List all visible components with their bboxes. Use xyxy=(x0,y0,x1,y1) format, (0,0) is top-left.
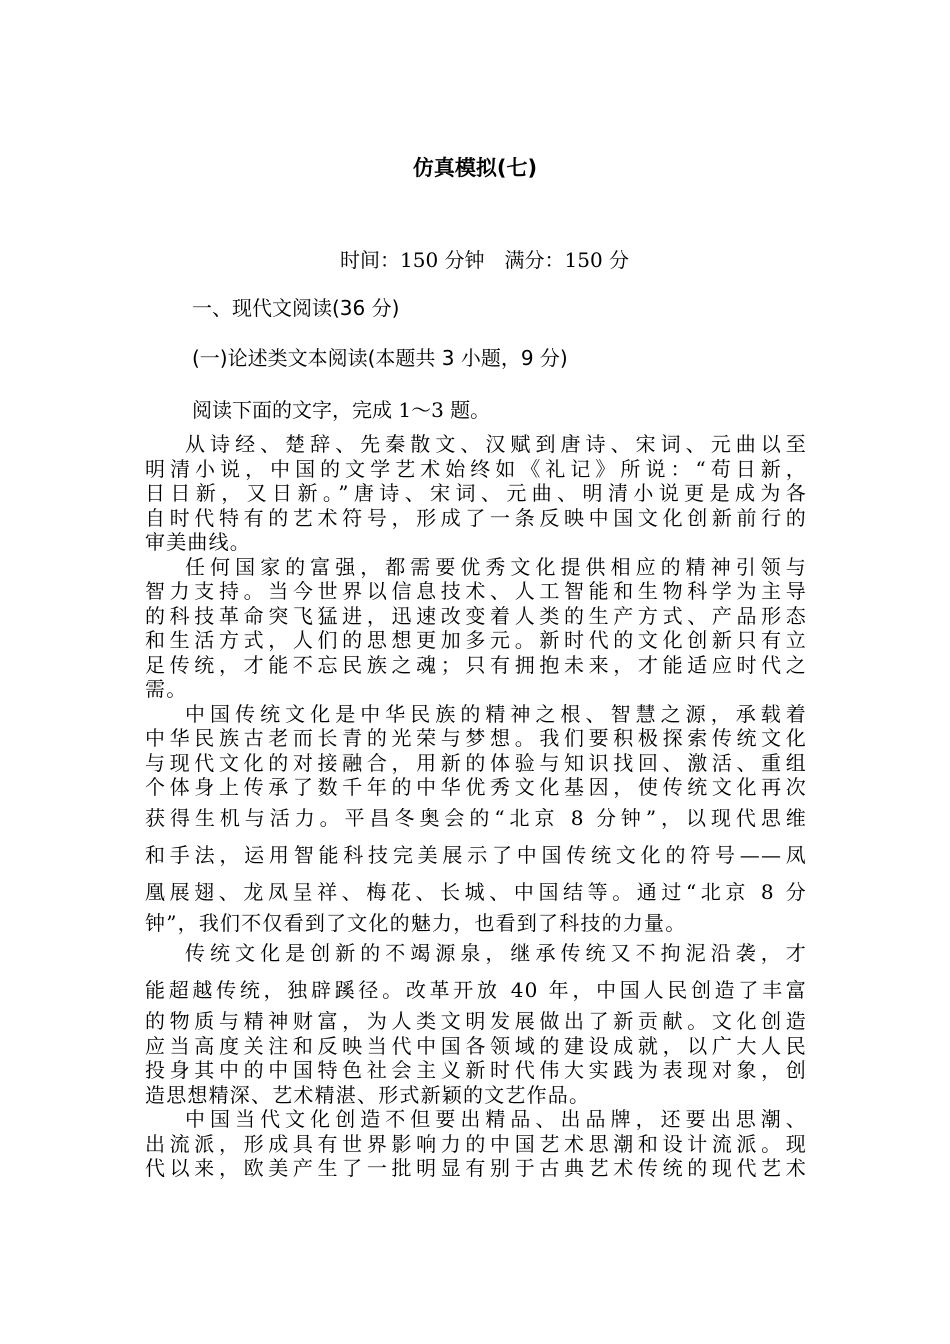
paragraph-list xyxy=(145,432,807,1181)
paragraph-line: 中国当代文化创造不但要出精品、出品牌，还要出思潮、 xyxy=(185,1107,807,1131)
paragraph-line: 应当高度关注和反映当代中国各领域的建设成就，以广大人民 xyxy=(145,1033,807,1058)
article-body xyxy=(145,432,807,1181)
paragraph-line: 个体身上传承了数千年的中华优秀文化基因，使传统文化再次 xyxy=(145,775,807,799)
paragraph xyxy=(145,935,807,1107)
instruction-text: 阅读下面的文字，完成 1～3 题。 xyxy=(192,398,491,422)
paragraph-line: 明清小说，中国的文学艺术始终如《礼记》所说：“苟日新， xyxy=(145,456,807,481)
paragraph-line: 智力支持。当今世界以信息技术、人工智能和生物科学为主导 xyxy=(145,579,807,603)
paragraph xyxy=(145,432,807,555)
paragraph-line: 需。 xyxy=(145,677,188,701)
paragraph-line: 获得生机与活力。平昌冬奥会的“北京 8 分钟”，以现代思维 xyxy=(145,805,807,830)
paragraph-line: 和生活方式，人们的思想更加多元。新时代的文化创新只有立 xyxy=(145,628,807,652)
paragraph-line: 代以来，欧美产生了一批明显有别于古典艺术传统的现代艺术 xyxy=(145,1156,807,1180)
paragraph-line: 能超越传统，独辟蹊径。改革开放 40 年，中国人民创造了丰富 xyxy=(145,978,807,1002)
paragraph-line: 钟”，我们不仅看到了文化的魅力，也看到了科技的力量。 xyxy=(145,910,687,935)
exam-meta: 时间：150 分钟 满分：150 分 xyxy=(340,248,630,272)
paragraph-line: 出流派，形成具有世界影响力的中国艺术思潮和设计流派。现 xyxy=(145,1131,807,1156)
paragraph-line: 和手法，运用智能科技完美展示了中国传统文化的符号——凤 xyxy=(145,842,807,867)
paragraph-line: 传统文化是创新的不竭源泉，继承传统又不拘泥沿袭，才 xyxy=(185,941,807,965)
paragraph-line: 投身其中的中国特色社会主义新时代伟大实践为表现对象，创 xyxy=(145,1058,807,1082)
paragraph xyxy=(145,555,807,702)
paragraph-line: 凰展翅、龙凤呈祥、梅花、长城、中国结等。通过“北京 8 分 xyxy=(145,879,807,904)
paragraph-line: 中国传统文化是中华民族的精神之根、智慧之源，承载着 xyxy=(185,701,807,726)
paragraph-line: 审美曲线。 xyxy=(145,530,251,554)
paragraph-line: 造思想精深、艺术精湛、形式新颖的文艺作品。 xyxy=(145,1082,591,1107)
paragraph-line: 与现代文化的对接融合，用新的体验与知识找回、激活、重组 xyxy=(145,750,807,775)
paragraph-line: 的科技革命突飞猛进，迅速改变着人类的生产方式、产品形态 xyxy=(145,603,807,628)
section-heading: 一、现代文阅读(36 分) xyxy=(192,296,400,320)
paragraph-line: 中华民族古老而长青的光荣与梦想。我们要积极探索传统文化 xyxy=(145,726,807,750)
page-title: 仿真模拟(七) xyxy=(412,156,538,180)
subsection-heading: (一)论述类文本阅读(本题共 3 小题，9 分) xyxy=(192,346,568,370)
paragraph xyxy=(145,702,807,936)
paragraph-line: 的物质与精神财富，为人类文明发展做出了新贡献。文化创造 xyxy=(145,1009,807,1033)
paragraph-line: 日日新，又日新。”唐诗、宋词、元曲、明清小说更是成为各 xyxy=(145,481,807,505)
paragraph-line: 足传统，才能不忘民族之魂；只有拥抱未来，才能适应时代之 xyxy=(145,652,807,677)
paragraph xyxy=(145,1107,807,1181)
paragraph-line: 自时代特有的艺术符号，形成了一条反映中国文化创新前行的 xyxy=(145,505,807,530)
paragraph-line: 从诗经、楚辞、先秦散文、汉赋到唐诗、宋词、元曲以至 xyxy=(185,432,807,456)
paragraph-line: 任何国家的富强，都需要优秀文化提供相应的精神引领与 xyxy=(185,554,807,579)
